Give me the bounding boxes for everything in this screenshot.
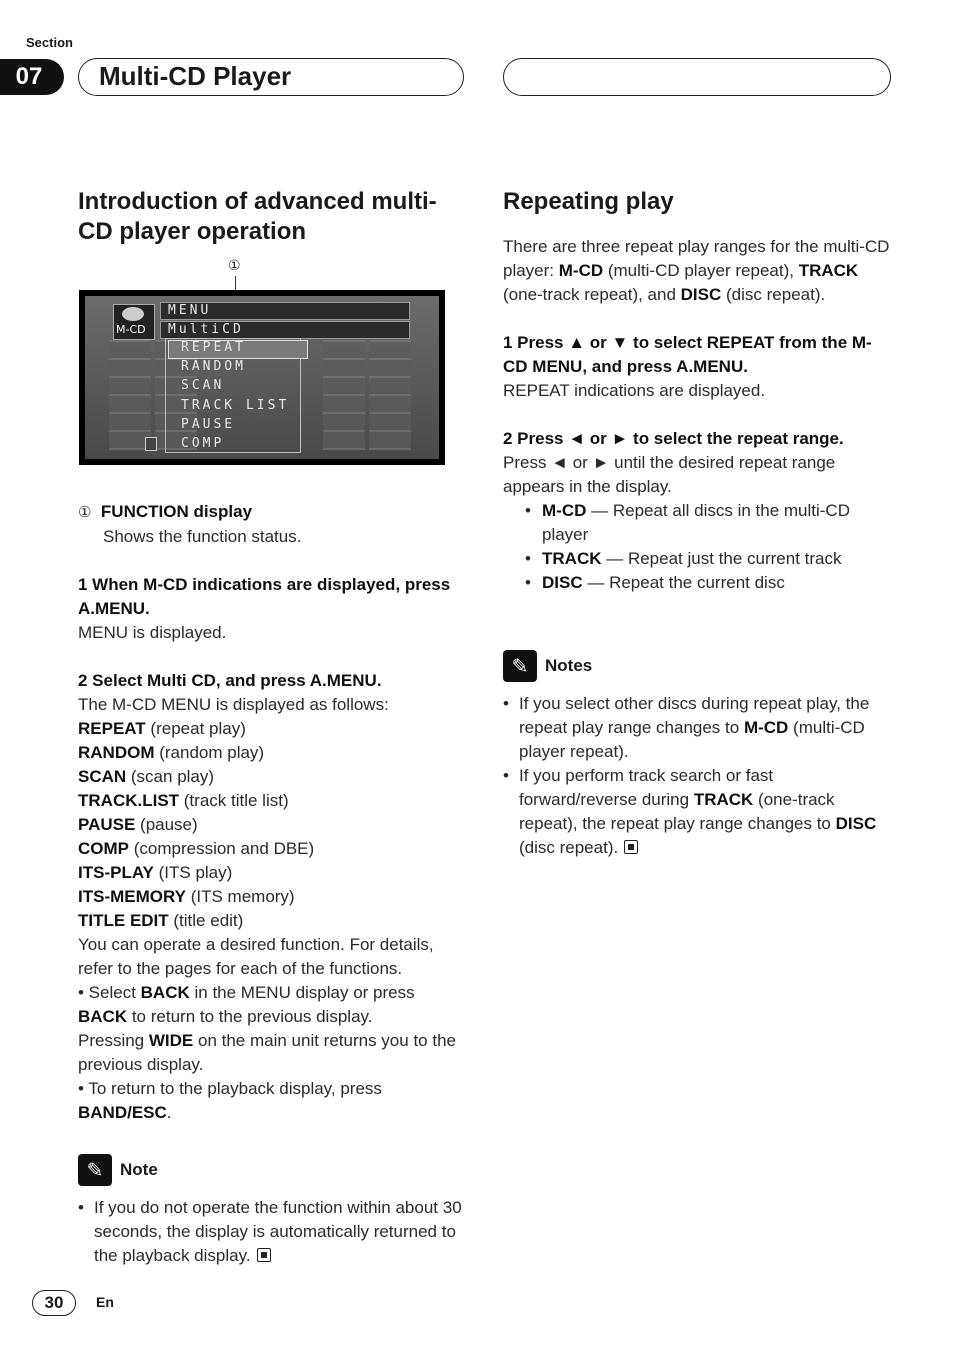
left-step1-title: 1 When M-CD indications are displayed, press A.MENU. xyxy=(78,575,451,618)
return-bullet: • To return to the playback display, press BAND/ESC. xyxy=(78,1079,382,1122)
range-item: • M-CD — Repeat all discs in the multi-CD player xyxy=(503,499,895,547)
screen-item-pause: PAUSE xyxy=(181,417,236,432)
language-label: En xyxy=(96,1294,114,1310)
screen-grid-right xyxy=(323,340,365,450)
range-item: • DISC — Repeat the current disc xyxy=(503,571,895,595)
screen-item-scan: SCAN xyxy=(181,378,225,393)
menu-list-item: RANDOM (random play) xyxy=(78,743,265,762)
menu-list xyxy=(78,717,468,933)
right-step2-desc: Press ◄ or ► until the desired repeat range appears in the display. xyxy=(503,453,836,496)
empty-header-box xyxy=(503,58,891,96)
right-heading: Repeating play xyxy=(503,188,674,215)
end-mark-icon xyxy=(624,840,638,854)
callout-marker: ① xyxy=(228,257,241,273)
menu-list-item: TRACK.LIST (track title list) xyxy=(78,791,289,810)
function-desc: Shows the function status. xyxy=(103,527,302,546)
left-heading: Introduction of advanced multi-CD player operation xyxy=(78,188,437,245)
menu-list-item: SCAN (scan play) xyxy=(78,767,215,786)
left-step2-title: 2 Select Multi CD, and press A.MENU. xyxy=(78,671,382,690)
screen-grid-right2 xyxy=(369,340,411,450)
page-number: 30 xyxy=(32,1290,76,1316)
screen-item-random: RANDOM xyxy=(181,359,246,374)
left-note-block xyxy=(78,1154,468,1268)
repeat-intro: There are three repeat play ranges for the multi-CD player: M-CD (multi-CD player repeat), TRACK (one-track repeat), and DISC (disc repeat). xyxy=(503,237,890,304)
operate-text: You can operate a desired function. For details, refer to the pages for each of the functions. xyxy=(78,935,434,978)
section-number-badge: 07 xyxy=(0,59,64,95)
mcd-logo-text: M-CD xyxy=(116,323,146,336)
note-item: • If you select other discs during repeat play, the repeat play range changes to M-CD (multi-CD player repeat). xyxy=(503,692,895,764)
range-item: • TRACK — Repeat just the current track xyxy=(503,547,895,571)
back-bullet: • Select BACK in the MENU display or press BACK to return to the previous display. Pressing WIDE on the main unit returns you to the previous display. xyxy=(78,983,456,1074)
function-marker: ① xyxy=(78,504,92,521)
page-title: Multi-CD Player xyxy=(78,58,464,96)
left-step1-desc: MENU is displayed. xyxy=(78,623,227,642)
function-display-block xyxy=(78,500,468,1125)
right-notes-block xyxy=(503,650,895,860)
menu-list-item: COMP (compression and DBE) xyxy=(78,839,315,858)
section-label: Section xyxy=(26,35,73,50)
menu-list-item: ITS-PLAY (ITS play) xyxy=(78,863,233,882)
right-step1-desc: REPEAT indications are displayed. xyxy=(503,381,766,400)
menu-list-item: REPEAT (repeat play) xyxy=(78,719,246,738)
left-step2-desc: The M-CD MENU is displayed as follows: xyxy=(78,695,389,714)
repeat-block xyxy=(503,235,895,595)
notes-title: Notes xyxy=(545,656,593,675)
note-title: Note xyxy=(120,1160,158,1179)
screen-sub-title: MultiCD xyxy=(168,322,244,337)
screen-grid-left xyxy=(109,340,151,450)
right-step2-title: 2 Press ◄ or ► to select the repeat range. xyxy=(503,429,844,448)
note-item: • If you perform track search or fast forward/reverse during TRACK (one-track repeat), the repeat play range changes to DISC (disc repeat). xyxy=(503,764,895,860)
screen-item-comp: COMP xyxy=(181,436,225,451)
disc-icon xyxy=(113,304,155,340)
screen-item-repeat: REPEAT xyxy=(181,340,246,355)
note-item: • If you do not operate the function within about 30 seconds, the display is automatically returned to the playback display. xyxy=(78,1196,468,1268)
screen-menu-title: MENU xyxy=(168,303,212,318)
screen-item-track-list: TRACK LIST xyxy=(181,398,290,413)
notes-pencil-icon: ✎ xyxy=(503,650,537,682)
function-label: FUNCTION display xyxy=(100,502,253,521)
right-step1-title: 1 Press ▲ or ▼ to select REPEAT from the M-CD MENU, and press A.MENU. xyxy=(503,333,872,376)
menu-list-item: ITS-MEMORY (ITS memory) xyxy=(78,887,295,906)
menu-list-item: TITLE EDIT (title edit) xyxy=(78,911,244,930)
end-mark-icon xyxy=(257,1248,271,1262)
menu-list-item: PAUSE (pause) xyxy=(78,815,198,834)
note-pencil-icon: ✎ xyxy=(78,1154,112,1186)
scroll-down-icon xyxy=(145,437,157,451)
